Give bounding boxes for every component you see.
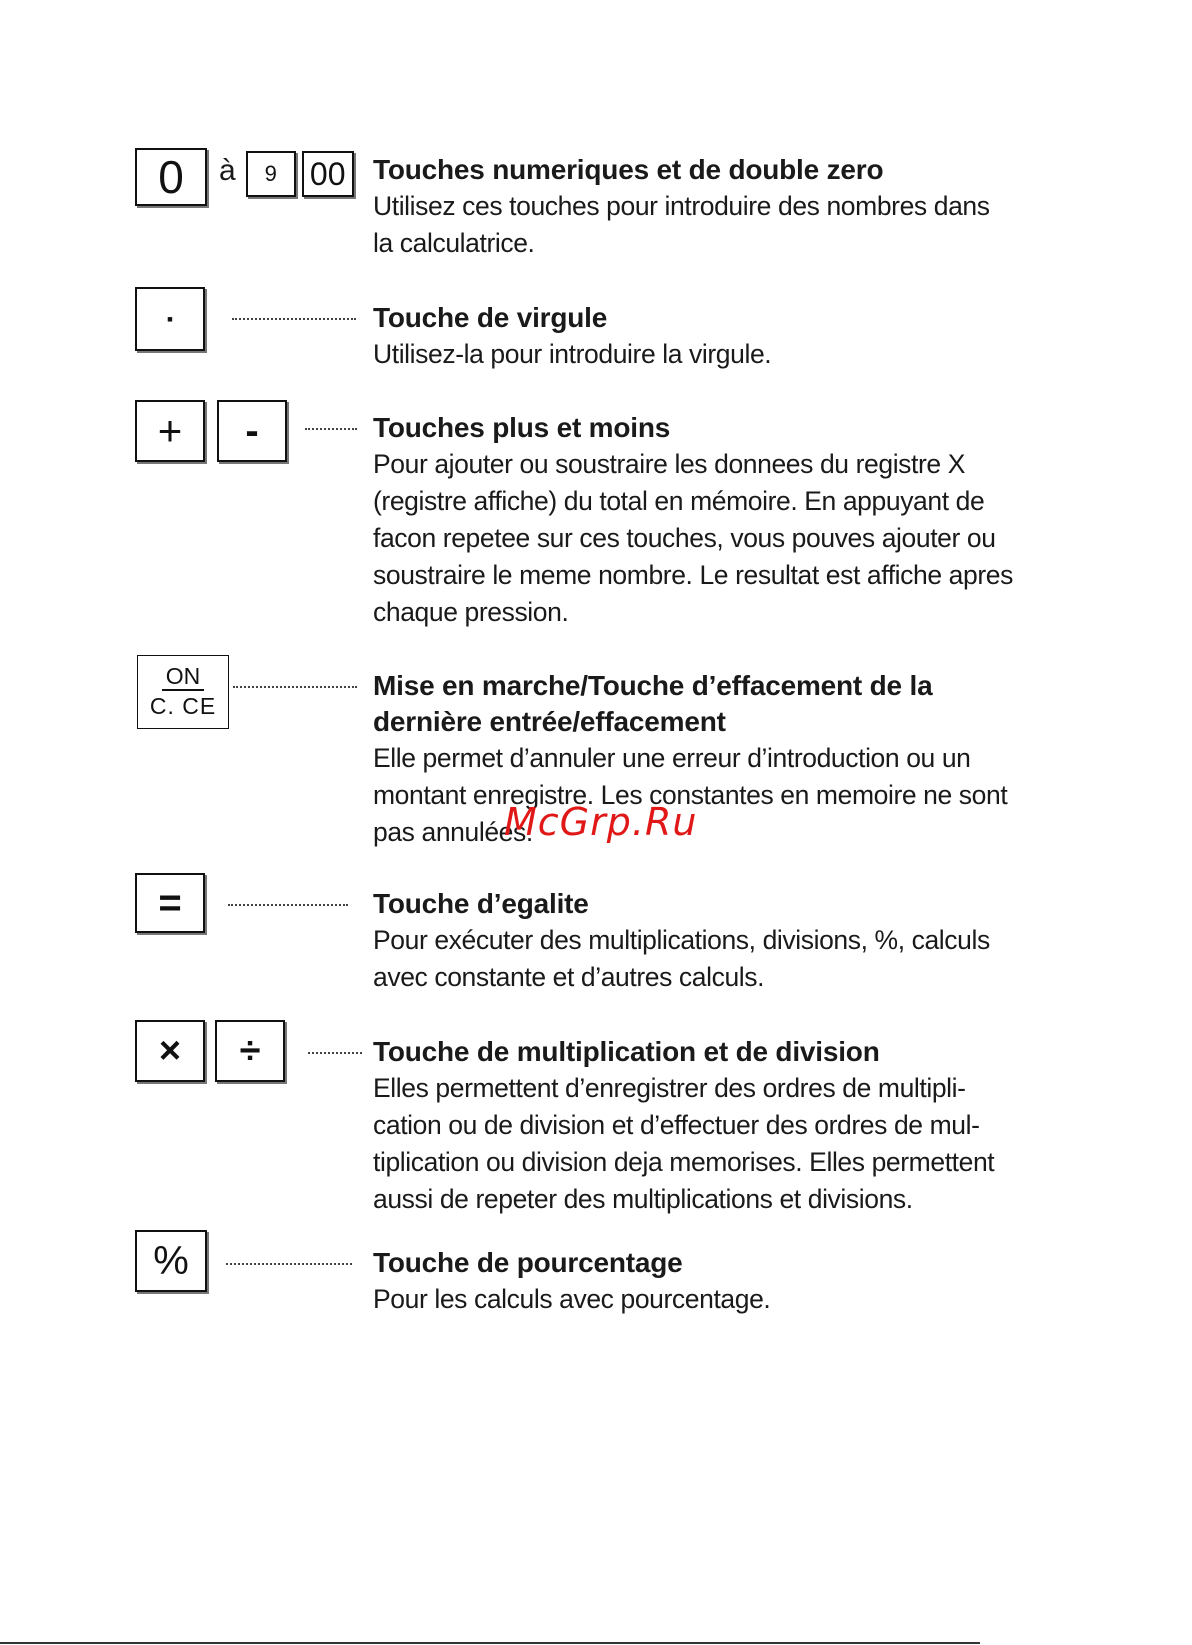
bottom-rule	[0, 1642, 980, 1644]
section-heading: Touche de virgule	[373, 302, 608, 333]
section-desc-line: Elle permet d’annuler une erreur d’introduction ou un	[373, 743, 971, 773]
section-desc-line: (registre affiche) du total en mémoire. En appuyant de	[373, 486, 985, 516]
section-desc-line: montant enregistre. Les constantes en memoire ne sont	[373, 780, 1008, 810]
connector-a: à	[219, 154, 236, 187]
key-on-clear	[137, 655, 229, 729]
key-minus: -	[217, 400, 287, 462]
section-heading: Touche d’egalite	[373, 888, 589, 919]
leader-dots	[226, 1263, 352, 1265]
section-desc-line: Pour les calculs avec pourcentage.	[373, 1284, 771, 1314]
leader-dots	[233, 686, 357, 688]
section-desc-line: cation ou de division et d’effectuer des ordres de mul-	[373, 1110, 980, 1140]
section-desc-line: Pour exécuter des multiplications, divisions, %, calculs	[373, 925, 990, 955]
section-heading: Touches plus et moins	[373, 412, 671, 443]
section-desc-line: pas annulées.	[373, 817, 533, 847]
key-plus: +	[135, 400, 205, 462]
key-multiply: ×	[135, 1020, 205, 1082]
watermark: McGrp.Ru	[504, 800, 698, 844]
section-heading: Touche de pourcentage	[373, 1247, 683, 1278]
key-decimal-point: ▪	[135, 287, 205, 351]
section-desc-line: tiplication ou division deja memorises. Elles permettent	[373, 1147, 995, 1177]
leader-dots	[228, 904, 348, 906]
section-desc-line: Utilisez-la pour introduire la virgule.	[373, 339, 772, 369]
section-heading: dernière entrée/effacement	[373, 706, 726, 737]
key-percent: %	[135, 1230, 207, 1292]
key-divide: ÷	[215, 1020, 285, 1082]
section-desc-line: soustraire le meme nombre. Le resultat est affiche apres	[373, 560, 1013, 590]
key-zero: 0	[135, 148, 207, 206]
leader-dots	[232, 318, 356, 320]
section-heading: Touches numeriques et de double zero	[373, 154, 884, 185]
section-desc-line: aussi de repeter des multiplications et divisions.	[373, 1184, 913, 1214]
leader-dots	[308, 1052, 362, 1054]
key-clear-label: C. CE	[149, 693, 217, 719]
section-heading: Mise en marche/Touche d’effacement de la	[373, 670, 933, 701]
section-desc-line: Utilisez ces touches pour introduire des nombres dans	[373, 191, 990, 221]
section-desc-line: avec constante et d’autres calculs.	[373, 962, 765, 992]
key-nine: 9	[246, 151, 296, 197]
section-desc-line: la calculatrice.	[373, 228, 535, 258]
key-equals: =	[135, 873, 205, 933]
section-heading: Touche de multiplication et de division	[373, 1036, 880, 1067]
section-desc-line: chaque pression.	[373, 597, 569, 627]
section-desc-line: Elles permettent d’enregistrer des ordres de multipli-	[373, 1073, 966, 1103]
key-double-zero: 00	[302, 151, 354, 197]
section-desc-line: facon repetee sur ces touches, vous pouves ajouter ou	[373, 523, 996, 553]
section-desc-line: Pour ajouter ou soustraire les donnees du registre X	[373, 449, 965, 479]
key-on-label: ON	[162, 663, 205, 691]
leader-dots	[305, 428, 357, 430]
